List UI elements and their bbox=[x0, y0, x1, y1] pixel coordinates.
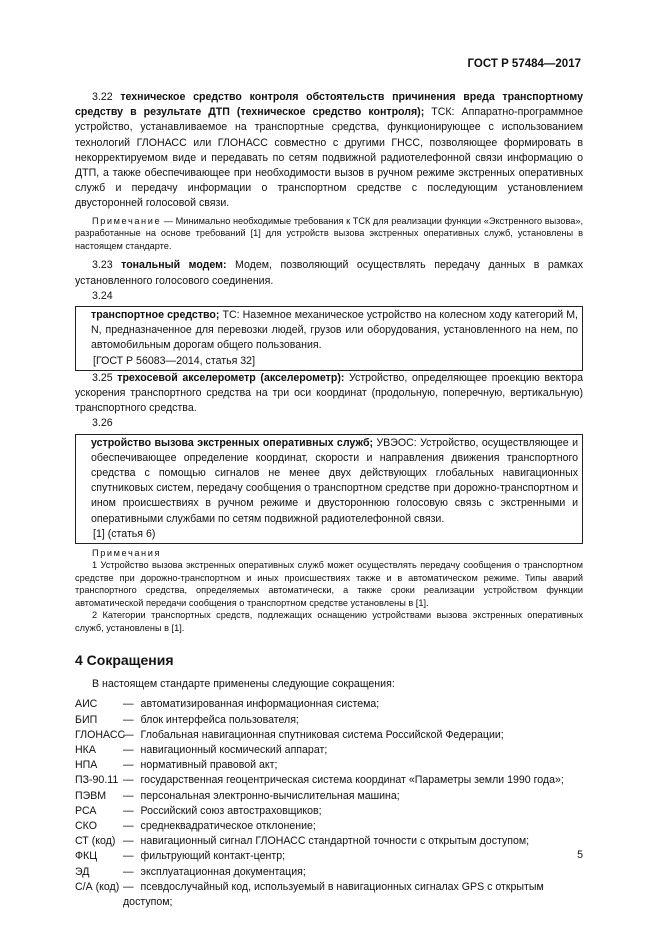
dash: — bbox=[123, 804, 134, 817]
abbreviation-row bbox=[75, 834, 583, 849]
abbreviation-definition: фильтрующий контакт-центр; bbox=[140, 850, 286, 863]
dash: — bbox=[123, 789, 134, 802]
dash: — bbox=[123, 713, 134, 726]
abbreviation-definition: среднеквадратическое отклонение; bbox=[140, 819, 316, 832]
term-definition: ТС: Наземное механическое устройство на колесном ходу категорий M, N, предназначенное для перевозки людей, грузов или оборудования, установленного на нем, по автомобильным дорогам общего пользования. bbox=[91, 309, 578, 352]
abbreviation: ЭД bbox=[75, 865, 90, 878]
abbreviation: НКА bbox=[75, 743, 96, 756]
term-3-23 bbox=[75, 258, 583, 288]
term-definition: ТСК: Аппаратно-программное устройство, устанавливаемое на транспортные средства, функционирующее с использованием технологий ГЛОНАСС или ГЛОНАСС совместно с другими ГНСС, позволяющее формировать в некорректируемом виде и передавать по сетям подвижной радиотелефонной связи информацию о ДТП, а также обеспечивающее при необходимости вызов в ручном режиме экстренных оперативных служб и передачу информации о транспортном средстве с последующим установлением двусторонней голосовой связи. bbox=[75, 106, 584, 210]
abbreviation-definition: блок интерфейса пользователя; bbox=[140, 713, 299, 726]
note-label: Примечание bbox=[92, 215, 162, 226]
term-3-22-note bbox=[75, 215, 583, 253]
term-title: устройство вызова экстренных оперативных служб; bbox=[91, 436, 374, 449]
note-item: 1 Устройство вызова экстренных оперативных служб может осуществлять передачу сообщения о транспортном средстве при дорожно-транспортном и иных происшествиях также и в автоматическом режиме. Типы аварий транспортного средства, определяемых автоматически, а также сроки реализации устройством функции автоматической передачи сообщения о транспортном средстве установлены в [1]. bbox=[75, 560, 583, 608]
abbreviation-definition: нормативный правовой акт; bbox=[140, 759, 278, 772]
note-text: — Минимально необходимые требования к ТСК для реализации функции «Экстренного вызова», разработанные на основе требований [1] для устройств вызова экстренных оперативных служб, установлены в настоящем стандарте. bbox=[75, 215, 583, 251]
term-definition: УВЭОС: Устройство, осуществляющее и обеспечивающее определение координат, скорости и направления движения транспортного средства с помощью сигналов не менее двух действующих глобальных навигационных спутниковых систем, передачу сообщения о транспортном средстве при дорожно-транспортном и ином происшествиях в ручном режиме и двустороннюю голосовую связь с экстренными и оперативными службами по сетям подвижной радиотелефонной связи. bbox=[91, 436, 578, 525]
abbreviation-definition: государственная геоцентрическая система координат «Параметры земли 1990 года»; bbox=[140, 774, 564, 787]
dash: — bbox=[123, 865, 134, 878]
abbreviation-list bbox=[75, 697, 583, 910]
notes-block bbox=[75, 547, 583, 634]
abbreviation-definition: псевдослучайный код, используемый в навигационных сигналах GPS с открытым доступом; bbox=[123, 880, 544, 908]
abbreviation-row bbox=[75, 880, 583, 910]
standard-header: ГОСТ Р 57484—2017 bbox=[467, 58, 581, 70]
term-3-22 bbox=[75, 90, 583, 212]
abbreviation-definition: навигационный космический аппарат; bbox=[140, 743, 328, 756]
term-title: техническое средство контроля обстоятельств причинения вреда транспортному средству в результате ДТП (техническое средство контроля); bbox=[75, 91, 583, 119]
term-source: [1] (статья 6) bbox=[93, 527, 156, 540]
abbreviation-definition: персональная электронно-вычислительная машина; bbox=[140, 789, 400, 802]
abbreviation-definition: навигационный сигнал ГЛОНАСС стандартной точности с открытым доступом; bbox=[140, 835, 530, 848]
term-3-24 bbox=[91, 308, 582, 354]
dash: — bbox=[123, 819, 134, 832]
term-number: 3.22 bbox=[92, 91, 113, 103]
abbreviation-row bbox=[75, 713, 583, 728]
abbreviation-row bbox=[75, 743, 583, 758]
term-3-24-number: 3.24 bbox=[92, 289, 113, 302]
term-source: [ГОСТ Р 56083—2014, статья 32] bbox=[93, 354, 256, 367]
abbreviation: ПЗ-90.11 bbox=[75, 774, 119, 787]
dash: — bbox=[123, 835, 134, 848]
abbreviation: ГЛОНАСС bbox=[75, 728, 126, 741]
page-content bbox=[75, 90, 583, 910]
dash: — bbox=[123, 728, 134, 741]
abbreviation: СКО bbox=[75, 819, 97, 832]
term-definition: Устройство, определяющее проекцию вектора ускорения транспортного средства на три оси координат (продольную, поперечную, вертикальную) транспортного средства. bbox=[75, 371, 583, 415]
term-3-24-box bbox=[75, 306, 583, 371]
abbreviation-row bbox=[75, 773, 583, 788]
abbreviation: С/А (код) bbox=[75, 880, 120, 893]
dash: — bbox=[123, 774, 134, 787]
abbreviation: НПА bbox=[75, 759, 98, 772]
abbreviation: СТ (код) bbox=[75, 835, 116, 848]
note-item: 2 Категории транспортных средств, подлежащих оснащению устройствами вызова экстренных оперативных служб, установлены в [1]. bbox=[75, 610, 583, 633]
abbreviation-row bbox=[75, 819, 583, 834]
term-3-26-box bbox=[75, 434, 583, 544]
abbreviation: ФКЦ bbox=[75, 850, 98, 863]
section-intro: В настоящем стандарте применены следующие сокращения: bbox=[92, 678, 395, 691]
page-number: 5 bbox=[577, 849, 583, 861]
abbreviation-definition: Глобальная навигационная спутниковая система Российской Федерации; bbox=[140, 728, 504, 741]
dash: — bbox=[123, 743, 134, 756]
abbreviation: БИП bbox=[75, 713, 98, 726]
dash: — bbox=[123, 880, 134, 893]
term-title: тональный модем: bbox=[121, 259, 227, 272]
term-number: 3.25 bbox=[92, 371, 113, 384]
abbreviation: РСА bbox=[75, 804, 97, 817]
term-definition: Модем, позволяющий осуществлять передачу данных в рамках установленного голосового соединения. bbox=[75, 259, 583, 287]
term-number: 3.23 bbox=[92, 259, 113, 272]
abbreviation-definition: эксплуатационная документация; bbox=[140, 865, 306, 878]
term-3-25 bbox=[75, 371, 583, 417]
abbreviation-row bbox=[75, 789, 583, 804]
abbreviation-definition: автоматизированная информационная система; bbox=[140, 698, 380, 711]
abbreviation-row bbox=[75, 758, 583, 773]
dash: — bbox=[123, 759, 134, 772]
abbreviation-definition: Российский союз автостраховщиков; bbox=[140, 804, 322, 817]
abbreviation-row bbox=[75, 849, 583, 864]
abbreviation-row bbox=[75, 865, 583, 880]
abbreviation: ПЭВМ bbox=[75, 789, 107, 802]
dash: — bbox=[123, 698, 134, 711]
abbreviation-row bbox=[75, 697, 583, 712]
term-3-26-number: 3.26 bbox=[92, 417, 113, 430]
term-3-26 bbox=[91, 436, 582, 527]
term-title: транспортное средство; bbox=[91, 309, 220, 322]
term-title: трехосевой акселерометр (акселерометр): bbox=[117, 371, 345, 384]
abbreviation-row bbox=[75, 728, 583, 743]
abbreviation-row bbox=[75, 804, 583, 819]
notes-heading: Примечания bbox=[92, 548, 162, 559]
abbreviation: АИС bbox=[75, 698, 98, 711]
section-heading: 4 Сокращения bbox=[75, 651, 174, 668]
dash: — bbox=[123, 850, 134, 863]
